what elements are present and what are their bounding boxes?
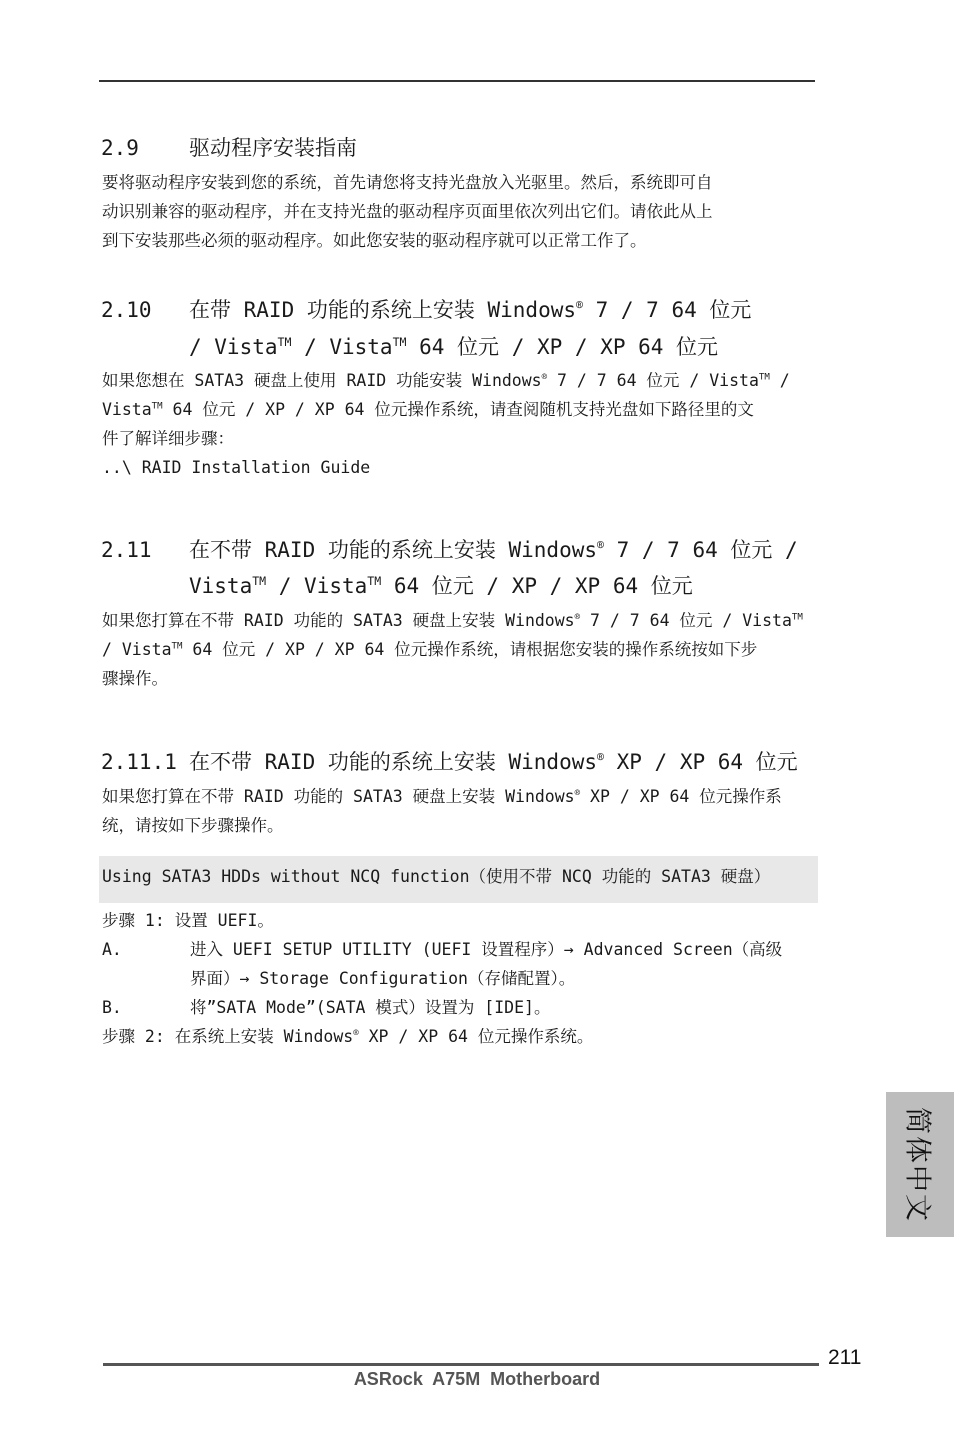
section-2-11-heading-line1 xyxy=(101,532,798,568)
section-title: 驱动程序安装指南 xyxy=(189,136,357,160)
body-line xyxy=(102,366,822,395)
step-letter: A. xyxy=(102,940,122,959)
ncq-note-box xyxy=(99,856,818,903)
body-text: 64 位元 / XP / XP 64 位元操作系统，请根据您安装的操作系统按如下步 xyxy=(182,640,758,659)
registered-mark: ® xyxy=(353,1028,359,1039)
heading-text: / Vista xyxy=(291,335,393,359)
heading-text: / Vista xyxy=(189,335,278,359)
body-line: 件了解详细步骤： xyxy=(102,429,234,448)
trademark-mark: TM xyxy=(791,612,803,623)
heading-text: 64 位元 / XP / XP 64 位元 xyxy=(381,574,693,598)
body-text: / Vista xyxy=(102,640,172,659)
step-text: 步骤 1: 设置 UEFI。 xyxy=(102,911,274,930)
step-text: XP / XP 64 位元操作系统。 xyxy=(358,1027,594,1046)
footer-title: ASRock A75M Motherboard xyxy=(353,1369,601,1389)
body-line: 骤操作。 xyxy=(102,669,168,688)
top-rule xyxy=(99,80,815,82)
path-text: ..\ RAID Installation Guide xyxy=(102,458,371,477)
section-2-11-heading-line2 xyxy=(101,568,693,604)
body-line: 统，请按如下步骤操作。 xyxy=(102,816,284,835)
body-line xyxy=(102,395,822,424)
body-text: 7 / 7 64 位元 / Vista xyxy=(580,611,792,630)
registered-mark: ® xyxy=(574,788,581,799)
heading-text: 64 位元 / XP / XP 64 位元 xyxy=(406,335,719,359)
body-line xyxy=(102,635,822,664)
section-2-10-body xyxy=(102,366,822,482)
section-2-10-heading-line1 xyxy=(101,292,751,328)
body-text: / xyxy=(769,371,790,390)
body-text: 7 / 7 64 位元 / Vista xyxy=(547,371,759,390)
section-2-11-body xyxy=(102,606,822,693)
section-2-9-heading xyxy=(101,130,357,166)
step-text: 将”SATA Mode”(SATA 模式）设置为 [IDE]。 xyxy=(190,998,551,1017)
heading-text: Vista xyxy=(189,574,253,598)
page-number: 211 xyxy=(828,1346,862,1369)
step-text: 步骤 2: 在系统上安装 Windows xyxy=(102,1027,354,1046)
heading-text: 在带 RAID 功能的系统上安装 Windows xyxy=(189,298,577,322)
body-text: 如果您打算在不带 RAID 功能的 SATA3 硬盘上安装 Windows xyxy=(102,611,575,630)
body-text: 64 位元 / XP / XP 64 位元操作系统，请查阅随机支持光盘如下路径里的文 xyxy=(162,400,754,419)
heading-text: 7 / 7 64 位元 xyxy=(582,298,752,322)
step-2 xyxy=(102,1022,593,1051)
registered-mark: ® xyxy=(597,537,604,552)
heading-text: 在不带 RAID 功能的系统上安装 Windows xyxy=(189,750,598,774)
heading-text: XP / XP 64 位元 xyxy=(603,750,798,774)
body-line: 到下安装那些必须的驱动程序。如此您安装的驱动程序就可以正常工作了。 xyxy=(102,231,647,250)
trademark-mark: TM xyxy=(277,334,292,349)
trademark-mark: TM xyxy=(392,334,407,349)
section-number: 2.11.1 xyxy=(101,750,177,774)
heading-text: / Vista xyxy=(266,574,368,598)
registered-mark: ® xyxy=(597,749,604,764)
body-text: 如果您想在 SATA3 硬盘上使用 RAID 功能安装 Windows xyxy=(102,371,542,390)
trademark-mark: TM xyxy=(171,641,183,652)
section-2-9-body xyxy=(102,168,822,255)
section-2-11-1-heading xyxy=(101,744,798,780)
body-text: 如果您打算在不带 RAID 功能的 SATA3 硬盘上安装 Windows xyxy=(102,787,575,806)
step-text: 界面）→ Storage Configuration（存储配置）。 xyxy=(190,969,576,988)
registered-mark: ® xyxy=(576,297,583,312)
trademark-mark: TM xyxy=(252,573,267,588)
section-number: 2.10 xyxy=(101,298,152,322)
heading-text: 7 / 7 64 位元 / xyxy=(603,538,798,562)
step-letter: B. xyxy=(102,998,122,1017)
body-line xyxy=(102,782,822,811)
heading-text: 在不带 RAID 功能的系统上安装 Windows xyxy=(189,538,598,562)
body-line: 动识别兼容的驱动程序，并在支持光盘的驱动程序页面里依次列出它们。请依此从上 xyxy=(102,202,713,221)
body-text: XP / XP 64 位元操作系 xyxy=(580,787,782,806)
section-2-11-1-body xyxy=(102,782,822,840)
step-a-line1 xyxy=(102,935,782,964)
step-a-line2 xyxy=(102,964,575,993)
body-line: 要将驱动程序安装到您的系统，首先请您将支持光盘放入光驱里。然后，系统即可自 xyxy=(102,173,713,192)
body-text: Vista xyxy=(102,400,152,419)
section-2-10-heading-line2 xyxy=(101,329,718,365)
trademark-mark: TM xyxy=(151,401,163,412)
section-number: 2.11 xyxy=(101,538,152,562)
language-label: 简体中文 xyxy=(901,1106,933,1223)
trademark-mark: TM xyxy=(758,372,770,383)
language-side-tab xyxy=(886,1092,954,1237)
step-1 xyxy=(102,906,274,935)
registered-mark: ® xyxy=(541,372,548,383)
bottom-rule xyxy=(103,1363,819,1366)
registered-mark: ® xyxy=(574,612,581,623)
step-b xyxy=(102,993,550,1022)
trademark-mark: TM xyxy=(367,573,382,588)
step-text: 进入 UEFI SETUP UTILITY (UEFI 设置程序）→ Advanced Screen（高级 xyxy=(190,940,783,959)
section-number: 2.9 xyxy=(101,136,139,160)
body-line xyxy=(102,606,822,635)
ncq-note-text: Using SATA3 HDDs without NCQ function（使用不带 NCQ 功能的 SATA3 硬盘） xyxy=(102,867,771,886)
